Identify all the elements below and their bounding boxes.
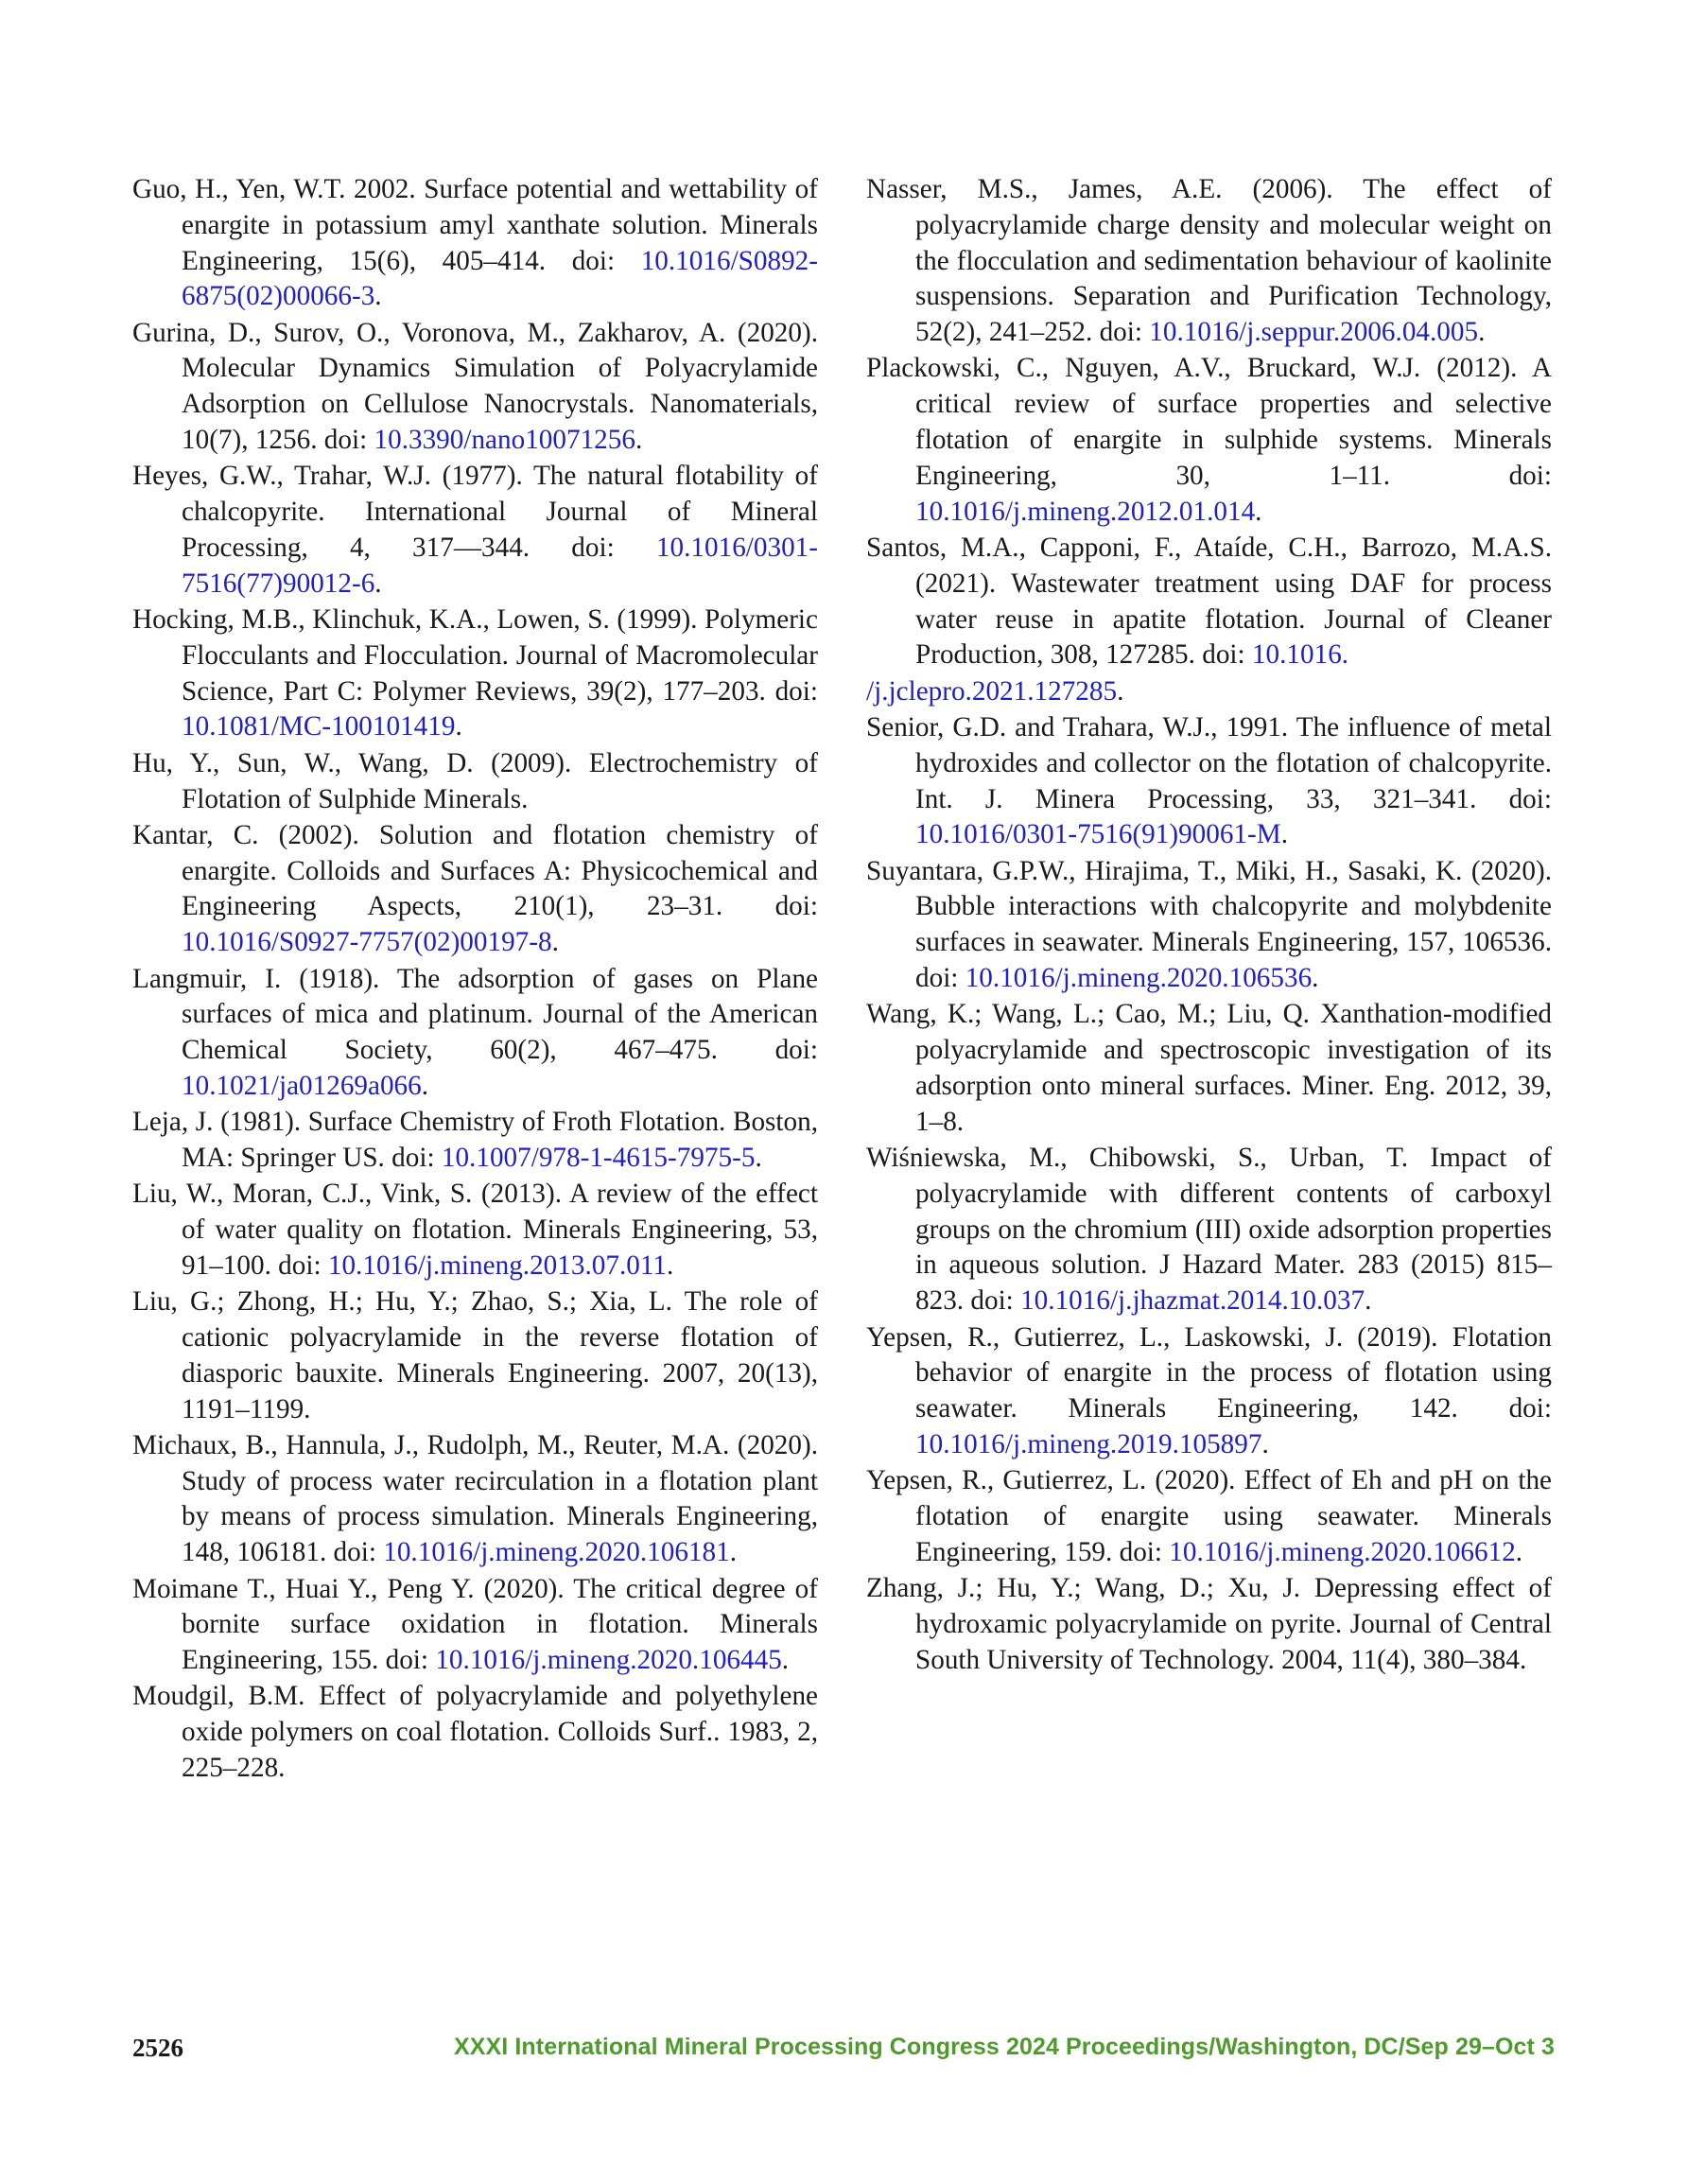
reference-tail: . bbox=[551, 927, 559, 958]
reference-entry bbox=[132, 746, 818, 818]
page-number: 2526 bbox=[132, 2034, 183, 2062]
reference-text: Liu, G.; Zhong, H.; Hu, Y.; Zhao, S.; Xia, L. The role of cationic polyacrylamide in the reverse flotation of diasporic bauxite. Minerals Engineering. 2007, 20(13), 1191–1199. bbox=[132, 1286, 818, 1424]
doi-link[interactable]: 10.1016. bbox=[1251, 639, 1349, 671]
reference-entry bbox=[132, 459, 818, 602]
page-footer bbox=[132, 2034, 1555, 2071]
reference-tail: . bbox=[666, 1249, 674, 1281]
reference-tail: . bbox=[421, 1070, 429, 1101]
reference-entry bbox=[866, 1141, 1552, 1319]
reference-entry bbox=[132, 172, 818, 315]
doi-link[interactable]: 10.1016/S0927-7757(02)00197-8 bbox=[182, 927, 552, 958]
references-column-left bbox=[132, 172, 818, 1787]
reference-entry bbox=[132, 818, 818, 961]
doi-link[interactable]: 10.1081/MC-100101419 bbox=[182, 711, 456, 743]
reference-tail: . bbox=[1261, 1428, 1269, 1459]
doi-link[interactable]: 10.1016/0301-7516(77)90012-6 bbox=[182, 532, 818, 599]
reference-text: Michaux, B., Hannula, J., Rudolph, M., Reuter, M.A. (2020). Study of process water recirculation in a flotation plant by means of process simulation. Minerals Engineering, 148, 106181. doi: bbox=[132, 1429, 818, 1568]
reference-entry bbox=[132, 1284, 818, 1427]
reference-entry bbox=[132, 316, 818, 459]
reference-entry bbox=[866, 1463, 1552, 1570]
reference-text: Heyes, G.W., Trahar, W.J. (1977). The natural flotability of chalcopyrite. International Journal of Mineral Processing, 4, 317––344. doi: bbox=[132, 461, 818, 563]
reference-entry bbox=[866, 854, 1552, 997]
reference-entry bbox=[866, 1571, 1552, 1678]
reference-text: Yepsen, R., Gutierrez, L., Laskowski, J. (2019). Flotation behavior of enargite in the process of flotation using seawater. Minerals Engineering, 142. doi: bbox=[866, 1321, 1552, 1424]
running-footer-title: XXXI International Mineral Processing Congress 2024 Proceedings/Washington, DC/Sep 29–Oct 3 bbox=[453, 2034, 1555, 2060]
doi-link[interactable]: 10.1016/S0892-6875(02)00066-3 bbox=[182, 245, 818, 312]
reference-entry bbox=[866, 710, 1552, 853]
reference-text: Senior, G.D. and Trahara, W.J., 1991. The influence of metal hydroxides and collector on the flotation of chalcopyrite. Int. J. Minera Processing, 33, 321–341. doi: bbox=[866, 711, 1552, 814]
doi-link[interactable]: 10.1016/j.mineng.2019.105897 bbox=[915, 1428, 1262, 1459]
reference-text: Suyantara, G.P.W., Hirajima, T., Miki, H., Sasaki, K. (2020). Bubble interactions with chalcopyrite and molybdenite surfaces in seawater. Minerals Engineering, 157, 106536. doi: bbox=[866, 855, 1552, 994]
reference-tail: . bbox=[374, 281, 382, 312]
doi-link[interactable]: 10.1016/j.mineng.2013.07.011 bbox=[327, 1249, 667, 1281]
reference-tail: . bbox=[1312, 963, 1319, 994]
reference-text: Moimane T., Huai Y., Peng Y. (2020). The critical degree of bornite surface oxidation in flotation. Minerals Engineering, 155. doi: bbox=[132, 1573, 818, 1676]
reference-entry bbox=[132, 1105, 818, 1177]
reference-entry bbox=[866, 351, 1552, 530]
reference-text: Wang, K.; Wang, L.; Cao, M.; Liu, Q. Xanthation-modified polyacrylamide and spectroscopic investigation of its adsorption onto mineral surfaces. Miner. Eng. 2012, 39, 1–8. bbox=[866, 999, 1552, 1137]
reference-text: Hu, Y., Sun, W., Wang, D. (2009). Electrochemistry of Flotation of Sulphide Minerals. bbox=[132, 747, 818, 814]
doi-link[interactable]: 10.1007/978-1-4615-7975-5 bbox=[441, 1143, 756, 1174]
reference-text: Wiśniewska, M., Chibowski, S., Urban, T. Impact of polyacrylamide with different contents of carboxyl groups on the chromium (III) oxide adsorption properties in aqueous solution. J Hazard Mater. 283 (2015) 815–823. doi: bbox=[866, 1143, 1552, 1317]
reference-text: Hocking, M.B., Klinchuk, K.A., Lowen, S. (1999). Polymeric Flocculants and Flocculation. Journal of Macromolecular Science, Part C: Polymer Reviews, 39(2), 177–203. doi: bbox=[132, 604, 818, 707]
reference-entry bbox=[132, 1572, 818, 1679]
reference-tail: . bbox=[635, 425, 643, 456]
reference-entry bbox=[866, 531, 1552, 673]
reference-entry bbox=[866, 1320, 1552, 1463]
doi-link[interactable]: 10.1016/j.mineng.2020.106445 bbox=[435, 1645, 782, 1676]
reference-entry bbox=[132, 1177, 818, 1284]
doi-link[interactable]: 10.3390/nano10071256 bbox=[374, 425, 635, 456]
doi-link[interactable]: 10.1016/j.seppur.2006.04.005 bbox=[1149, 317, 1479, 348]
reference-continuation bbox=[866, 674, 1552, 710]
reference-text: Guo, H., Yen, W.T. 2002. Surface potential and wettability of enargite in potassium amyl xanthate solution. Minerals Engineering, 15(6), 405–414. doi: bbox=[132, 174, 818, 276]
doi-link[interactable]: 10.1021/ja01269a066 bbox=[182, 1070, 422, 1101]
reference-entry bbox=[132, 1428, 818, 1571]
reference-tail: . bbox=[729, 1537, 737, 1568]
reference-text: Liu, W., Moran, C.J., Vink, S. (2013). A review of the effect of water quality on flotation. Minerals Engineering, 53, 91–100. doi: bbox=[132, 1179, 818, 1281]
reference-tail: . bbox=[781, 1645, 790, 1676]
reference-tail: . bbox=[1117, 675, 1124, 707]
reference-entry bbox=[132, 962, 818, 1105]
reference-entry bbox=[866, 997, 1552, 1140]
reference-text: Langmuir, I. (1918). The adsorption of gases on Plane surfaces of mica and platinum. Journal of the American Chemical Society, 60(2), 467–475. doi: bbox=[132, 963, 818, 1066]
reference-tail: . bbox=[1255, 496, 1262, 527]
reference-tail: . bbox=[755, 1143, 762, 1174]
reference-tail: . bbox=[1478, 317, 1486, 348]
reference-entry bbox=[132, 603, 818, 745]
reference-tail: . bbox=[1515, 1536, 1523, 1567]
reference-entry bbox=[132, 1679, 818, 1786]
reference-tail: . bbox=[1365, 1285, 1372, 1317]
doi-link[interactable]: 10.1016/j.mineng.2020.106536 bbox=[965, 963, 1313, 994]
reference-text: Yepsen, R., Gutierrez, L. (2020). Effect of Eh and pH on the flotation of enargite using seawater. Minerals Engineering, 159. doi: bbox=[866, 1465, 1552, 1567]
reference-text: Kantar, C. (2002). Solution and flotation chemistry of enargite. Colloids and Surfaces A: Physicochemical and Engineering Aspects, 210(1), 23–31. doi: bbox=[132, 819, 818, 922]
doi-link[interactable]: 10.1016/0301-7516(91)90061-M bbox=[915, 819, 1281, 850]
doi-link[interactable]: 10.1016/j.mineng.2012.01.014 bbox=[915, 496, 1256, 527]
reference-text: Moudgil, B.M. Effect of polyacrylamide and polyethylene oxide polymers on coal flotation. Colloids Surf.. 1983, 2, 225–228. bbox=[132, 1681, 818, 1784]
reference-tail: . bbox=[455, 711, 462, 743]
doi-link[interactable]: 10.1016/j.mineng.2020.106181 bbox=[383, 1537, 730, 1568]
doi-link[interactable]: 10.1016/j.jhazmat.2014.10.037 bbox=[1020, 1285, 1365, 1317]
references-column-right bbox=[866, 172, 1552, 1679]
reference-text: Plackowski, C., Nguyen, A.V., Bruckard, W.J. (2012). A critical review of surface properties and selective flotation of enargite in sulphide systems. Minerals Engineering, 30, 1–11. doi: bbox=[866, 353, 1552, 491]
reference-text: Zhang, J.; Hu, Y.; Wang, D.; Xu, J. Depressing effect of hydroxamic polyacrylamide on pyrite. Journal of Central South University of Technology. 2004, 11(4), 380–384. bbox=[866, 1573, 1552, 1675]
reference-text: Leja, J. (1981). Surface Chemistry of Froth Flotation. Boston, MA: Springer US. doi: bbox=[132, 1107, 818, 1174]
reference-text: Gurina, D., Surov, O., Voronova, M., Zakharov, A. (2020). Molecular Dynamics Simulation of Polyacrylamide Adsorption on Cellulose Nanocrystals. Nanomaterials, 10(7), 1256. doi: bbox=[132, 317, 818, 456]
doi-link[interactable]: /j.jclepro.2021.127285 bbox=[866, 675, 1118, 707]
reference-text: Nasser, M.S., James, A.E. (2006). The effect of polyacrylamide charge density and molecular weight on the flocculation and sedimentation behaviour of kaolinite suspensions. Separation and Purification Technology, 52(2), 241–252. doi: bbox=[866, 174, 1552, 348]
reference-tail: . bbox=[1280, 819, 1289, 850]
reference-text: Santos, M.A., Capponi, F., Ataíde, C.H., Barrozo, M.A.S. (2021). Wastewater treatment using DAF for process water reuse in apatite flotation. Journal of Cleaner Production, 308, 127285. doi: bbox=[866, 532, 1552, 671]
reference-entry bbox=[866, 172, 1552, 351]
reference-tail: . bbox=[374, 568, 382, 599]
doi-link[interactable]: 10.1016/j.mineng.2020.106612 bbox=[1169, 1536, 1516, 1567]
